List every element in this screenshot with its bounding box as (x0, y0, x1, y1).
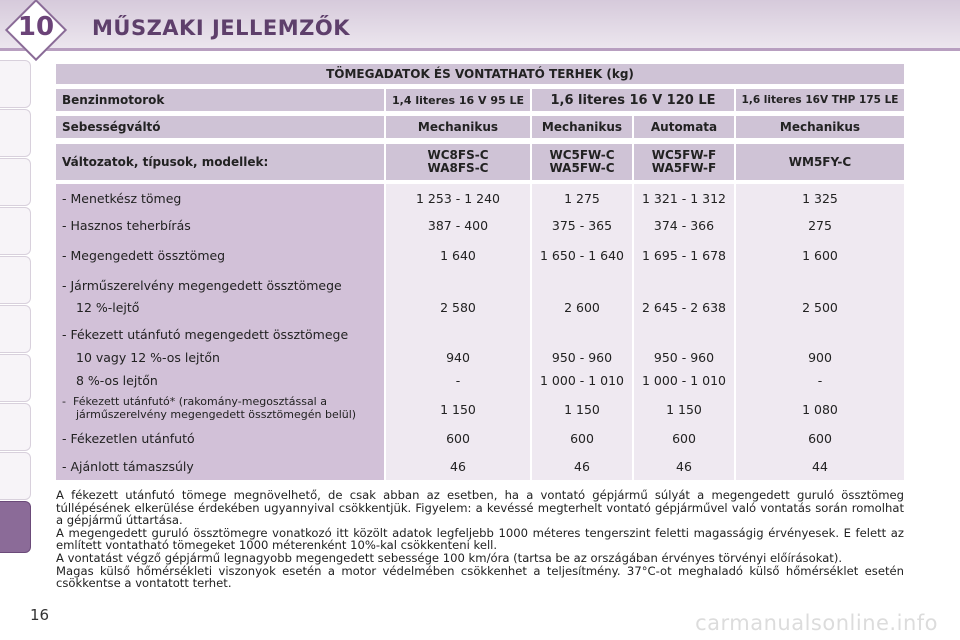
header-rule (0, 48, 960, 51)
chapter-tabs (0, 60, 32, 620)
chapter-tab[interactable] (0, 403, 31, 451)
note-paragraph: A fékezett utánfutó tömege megnövelhető, de csak abban az esetben, ha a vontató gépjármű súlyát a megengedett guruló össztömeg túllépésének elkerülése érdekében ugyannyival csökkentjük. Figyelem: a kevéssé megterhelt vontató gépjárművel való vontatás során romolhat a gépjármű úttartása. (56, 488, 904, 528)
chapter-tab-active[interactable] (0, 501, 31, 553)
row-label: 10 vagy 12 %-os lejtőn (76, 350, 220, 365)
gearbox-cell: Mechanikus (736, 116, 904, 138)
row-label: Változatok, típusok, modellek: (56, 144, 384, 180)
table-cell: 1 150 (440, 402, 476, 417)
table-cell: 600 (808, 431, 832, 446)
row-label: 8 %-os lejtőn (76, 373, 158, 388)
note-paragraph: A vontatást végző gépjármű legnagyobb megengedett sebessége 100 km/óra (tartsa be az országában érvényes törvényi előírásokat). (56, 550, 843, 565)
table-cell: 1 275 (564, 191, 600, 206)
chapter-number: 10 (17, 12, 55, 42)
table-cell: 46 (450, 459, 466, 474)
table-cell: 1 695 - 1 678 (641, 248, 727, 263)
row-label: - Járműszerelvény megengedett össztömege (62, 278, 342, 293)
table-cell: 1 650 - 1 640 (539, 248, 625, 263)
variant-cell: WC5FW-F WA5FW-F (634, 144, 734, 180)
table-cell: 950 - 960 (653, 350, 715, 365)
chapter-tab[interactable] (0, 207, 31, 255)
chapter-tab[interactable] (0, 354, 31, 402)
table-cell: 1 325 (802, 191, 838, 206)
table-cell: 1 253 - 1 240 (415, 191, 501, 206)
note-paragraph: Magas külső hőmérsékleti viszonyok esetén a motor védelmében csökkenhet a teljesítmény. 37°C-ot meghaladó külső hőmérséklet esetén csökkentse a vontatott terhet. (56, 563, 904, 591)
engine-row (56, 89, 904, 111)
gearbox-row (56, 116, 904, 138)
row-label: - Hasznos teherbírás (62, 218, 191, 233)
row-label: - Fékezett utánfutó megengedett össztömege (62, 327, 349, 342)
table-cell: 387 - 400 (427, 218, 489, 233)
table-cell: 940 (446, 350, 470, 365)
row-label: - Menetkész tömeg (62, 191, 182, 206)
variant-cell: WM5FY-C (736, 144, 904, 180)
row-label: 12 %-lejtő (76, 300, 140, 315)
row-label: - Fékezett utánfutó* (rakomány-megosztással a járműszerelvény megengedett össztömegén belül) (62, 395, 357, 421)
table-cell: 600 (570, 431, 594, 446)
table-cell: 900 (808, 350, 832, 365)
table-cell: 950 - 960 (551, 350, 613, 365)
table-cell: 1 321 - 1 312 (641, 191, 727, 206)
gearbox-cell: Automata (634, 116, 734, 138)
table-caption: TÖMEGADATOK ÉS VONTATHATÓ TERHEK (kg) (56, 64, 904, 84)
table-cell: 1 640 (440, 248, 476, 263)
chapter-tab[interactable] (0, 60, 31, 108)
table-cell: 1 600 (802, 248, 838, 263)
table-cell: 44 (812, 459, 828, 474)
engine-cell: 1,6 literes 16 V 120 LE (532, 89, 734, 111)
watermark: carmanualsonline.info (695, 611, 938, 635)
variant-cell: WC8FS-C WA8FS-C (386, 144, 530, 180)
table-cell: 2 500 (802, 300, 838, 315)
table-cell: 1 150 (564, 402, 600, 417)
table-cell: 374 - 366 (653, 218, 715, 233)
row-label: - Megengedett össztömeg (62, 248, 226, 263)
note-paragraph: A megengedett guruló össztömegre vonatkozó itt közölt adatok legfeljebb 1000 méteres tengerszint feletti magasságig érvényesek. E felett az említett vontatható tömegeket 1000 méterenként 10%-kal csökkenteni kell. (56, 525, 904, 553)
table-cell: 275 (808, 218, 832, 233)
row-label: Benzinmotorok (56, 89, 384, 111)
chapter-tab[interactable] (0, 452, 31, 500)
table-cell: - (455, 373, 461, 388)
table-cell: 46 (676, 459, 692, 474)
row-label: - Ajánlott támaszsúly (62, 459, 194, 474)
gearbox-cell: Mechanikus (386, 116, 530, 138)
chapter-tab[interactable] (0, 158, 31, 206)
table-cell: 1 080 (802, 402, 838, 417)
chapter-tab[interactable] (0, 256, 31, 304)
table-cell: 375 - 365 (551, 218, 613, 233)
variant-cell: WC5FW-C WA5FW-C (532, 144, 632, 180)
chapter-tab[interactable] (0, 109, 31, 157)
chapter-tab[interactable] (0, 305, 31, 353)
table-cell: - (817, 373, 823, 388)
table-cell: 2 600 (564, 300, 600, 315)
engine-cell: 1,4 literes 16 V 95 LE (386, 89, 530, 111)
notes-text (56, 489, 904, 590)
page-number: 16 (30, 606, 50, 624)
table-cell: 2 580 (440, 300, 476, 315)
table-cell: 600 (672, 431, 696, 446)
variant-row (56, 144, 904, 180)
table-cell: 1 000 - 1 010 (641, 373, 727, 388)
table-cell: 46 (574, 459, 590, 474)
gearbox-cell: Mechanikus (532, 116, 632, 138)
table-cell: 1 150 (666, 402, 702, 417)
table-cell: 2 645 - 2 638 (641, 300, 727, 315)
page-title: MŰSZAKI JELLEMZŐK (92, 16, 350, 40)
engine-cell: 1,6 literes 16V THP 175 LE (736, 89, 904, 111)
table-cell: 1 000 - 1 010 (539, 373, 625, 388)
row-label: Sebességváltó (56, 116, 384, 138)
table-cell: 600 (446, 431, 470, 446)
row-label: - Fékezetlen utánfutó (62, 431, 195, 446)
